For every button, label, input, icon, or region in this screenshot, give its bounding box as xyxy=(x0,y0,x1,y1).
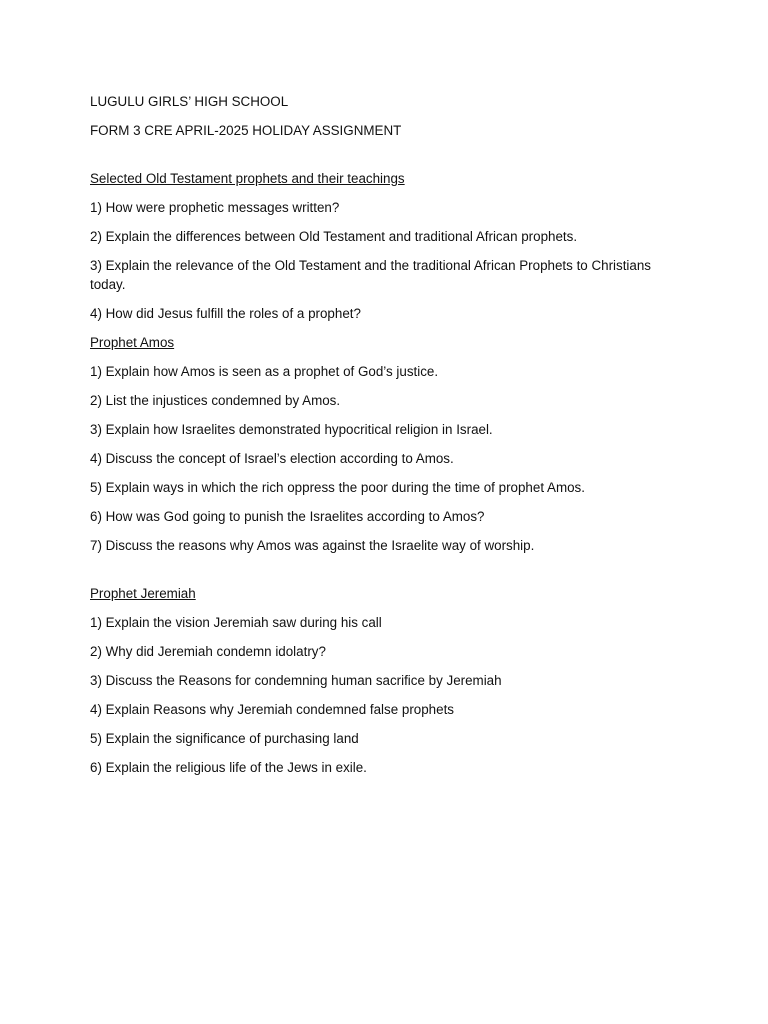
question-item: 1) Explain the vision Jeremiah saw during his call xyxy=(90,615,382,630)
question-item: 1) Explain how Amos is seen as a prophet of God’s justice. xyxy=(90,364,439,379)
assignment-title: FORM 3 CRE APRIL-2025 HOLIDAY ASSIGNMENT xyxy=(90,123,402,138)
question-item: 3) Explain how Israelites demonstrated hypocritical religion in Israel. xyxy=(90,422,493,437)
section-prophet-jeremiah xyxy=(90,584,690,777)
question-item: 2) Why did Jeremiah condemn idolatry? xyxy=(90,644,326,659)
school-name: LUGULU GIRLS’ HIGH SCHOOL xyxy=(90,94,289,109)
question-item: 2) List the injustices condemned by Amos. xyxy=(90,393,341,408)
question-item: 1) How were prophetic messages written? xyxy=(90,200,340,215)
question-item: 6) Explain the religious life of the Jews in exile. xyxy=(90,760,367,775)
section-heading: Selected Old Testament prophets and their teachings xyxy=(90,171,405,186)
question-item: 4) Explain Reasons why Jeremiah condemned false prophets xyxy=(90,702,454,717)
question-item: 4) How did Jesus fulfill the roles of a prophet? xyxy=(90,306,361,321)
question-item: 3) Discuss the Reasons for condemning human sacrifice by Jeremiah xyxy=(90,673,502,688)
question-item: 7) Discuss the reasons why Amos was against the Israelite way of worship. xyxy=(90,538,535,553)
question-item: 5) Explain the significance of purchasing land xyxy=(90,731,359,746)
question-item: 4) Discuss the concept of Israel’s election according to Amos. xyxy=(90,451,454,466)
section-prophet-amos xyxy=(90,333,690,555)
section-heading: Prophet Jeremiah xyxy=(90,586,196,601)
section-old-testament-prophets xyxy=(90,169,690,323)
question-item: 2) Explain the differences between Old Testament and traditional African prophets. xyxy=(90,229,578,244)
question-item: 5) Explain ways in which the rich oppress the poor during the time of prophet Amos. xyxy=(90,480,585,495)
document-page xyxy=(90,92,690,787)
section-heading: Prophet Amos xyxy=(90,335,175,350)
question-item: 3) Explain the relevance of the Old Testament and the traditional African Prophets to Christians today. xyxy=(90,258,651,292)
question-item: 6) How was God going to punish the Israelites according to Amos? xyxy=(90,509,485,524)
